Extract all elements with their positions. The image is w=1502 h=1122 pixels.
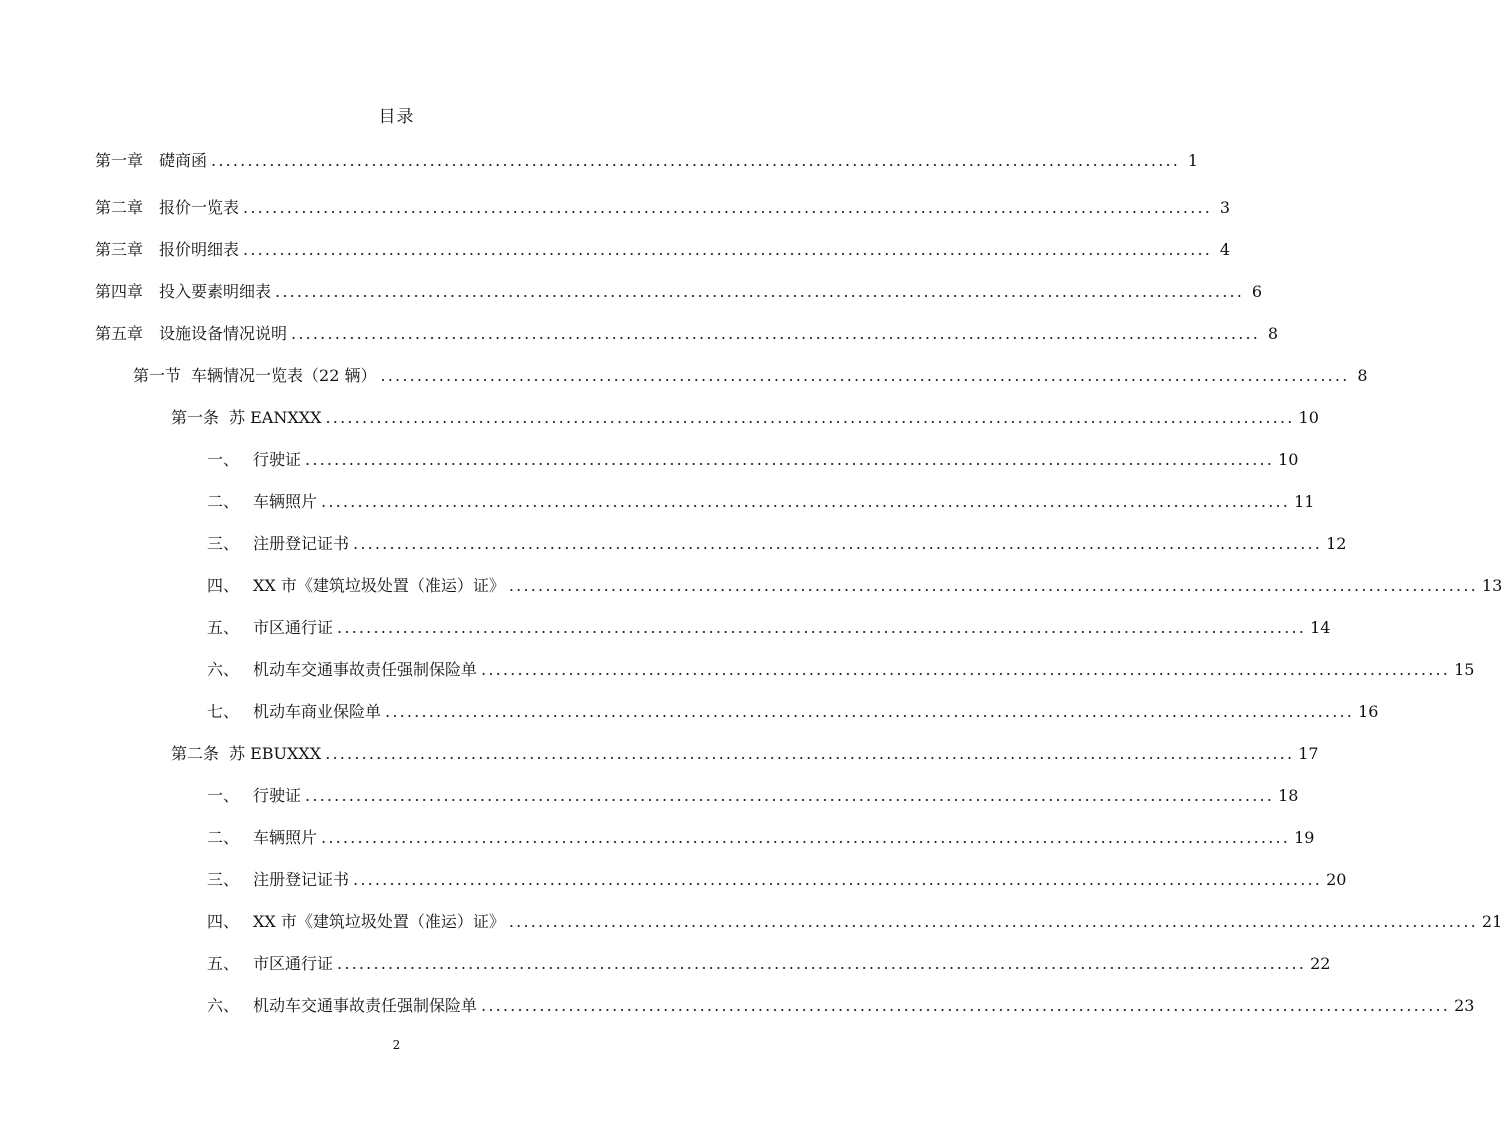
- toc-entry-page: 14: [1310, 618, 1331, 637]
- toc-entry-label: 行驶证: [253, 450, 302, 469]
- toc-entry-page: 10: [1278, 450, 1299, 469]
- toc-entry-label: 机动车交通事故责任强制保险单: [253, 660, 478, 679]
- toc-entry-number: 三、: [207, 870, 240, 889]
- toc-entry[interactable]: [95, 279, 1263, 307]
- toc-entry-number: 一、: [207, 450, 240, 469]
- toc-entry-number: 四、: [207, 576, 240, 595]
- toc-entry[interactable]: [207, 573, 1502, 601]
- toc-entry-number: 二、: [207, 492, 240, 511]
- toc-entry-number: 二、: [207, 828, 240, 847]
- toc-entry-page: 13: [1481, 576, 1502, 595]
- toc-leader-dots: .....................................................................................................................................: [243, 240, 1213, 259]
- toc-entry[interactable]: [207, 783, 1299, 811]
- toc-leader-dots: .....................................................................................................................................: [305, 786, 1275, 805]
- toc-entry-label: 报价一览表: [159, 198, 240, 217]
- toc-entry-label: 机动车交通事故责任强制保险单: [253, 996, 478, 1015]
- toc-entry-number: 五、: [207, 618, 240, 637]
- toc-entry-page: 16: [1358, 702, 1379, 721]
- toc-entry[interactable]: [171, 741, 1319, 769]
- toc-entry-page: 21: [1481, 912, 1502, 931]
- toc-entry-label: 市区通行证: [253, 618, 334, 637]
- toc-entry-page: 15: [1454, 660, 1475, 679]
- toc-entry-label: 行驶证: [253, 786, 302, 805]
- toc-entry[interactable]: [207, 657, 1475, 685]
- toc-entry-number: 四、: [207, 912, 240, 931]
- toc-entry-label: 车辆情况一览表（22 辆）: [191, 366, 377, 385]
- toc-leader-dots: .....................................................................................................................................: [380, 366, 1350, 385]
- toc-entry-label: 投入要素明细表: [159, 282, 272, 301]
- toc-entry[interactable]: [95, 237, 1231, 265]
- toc-entry-label: 注册登记证书: [253, 534, 350, 553]
- toc-leader-dots: .....................................................................................................................................: [481, 660, 1451, 679]
- toc-entry-label: 车辆照片: [253, 492, 318, 511]
- toc-entry-page: 8: [1267, 324, 1279, 343]
- toc-entry-page: 20: [1326, 870, 1347, 889]
- toc-entry-number: 七、: [207, 702, 240, 721]
- toc-leader-dots: .....................................................................................................................................: [243, 198, 1213, 217]
- toc-entry-number: 第一章: [95, 151, 144, 170]
- toc-entry[interactable]: [95, 321, 1279, 349]
- toc-entry-number: 第二条: [171, 744, 220, 763]
- page-number: 2: [392, 1038, 401, 1052]
- toc-entry-label: 车辆照片: [253, 828, 318, 847]
- toc-entry[interactable]: [207, 699, 1379, 727]
- toc-leader-dots: .....................................................................................................................................: [337, 618, 1307, 637]
- toc-leader-dots: .....................................................................................................................................: [353, 534, 1323, 553]
- toc-entry-number: 六、: [207, 660, 240, 679]
- toc-entry-page: 18: [1278, 786, 1299, 805]
- toc-leader-dots: .....................................................................................................................................: [321, 492, 1291, 511]
- toc-entry-page: 17: [1298, 744, 1319, 763]
- toc-leader-dots: .....................................................................................................................................: [305, 450, 1275, 469]
- toc-entry-number: 一、: [207, 786, 240, 805]
- toc-entry-label: 报价明细表: [159, 240, 240, 259]
- toc-entry[interactable]: [207, 951, 1331, 979]
- toc-leader-dots: .....................................................................................................................................: [211, 151, 1181, 170]
- toc-entry-number: 第四章: [95, 282, 144, 301]
- toc-leader-dots: .....................................................................................................................................: [321, 828, 1291, 847]
- toc-entry-number: 第一节: [133, 366, 182, 385]
- toc-entry-page: 12: [1326, 534, 1347, 553]
- toc-entry[interactable]: [207, 825, 1315, 853]
- toc-leader-dots: .....................................................................................................................................: [353, 870, 1323, 889]
- toc-entry-page: 22: [1310, 954, 1331, 973]
- toc-entry-number: 第五章: [95, 324, 144, 343]
- toc-leader-dots: .....................................................................................................................................: [337, 954, 1307, 973]
- toc-entry-label: 市区通行证: [253, 954, 334, 973]
- toc-entry-number: 第一条: [171, 408, 220, 427]
- toc-entry-page: 8: [1357, 366, 1368, 385]
- toc-entry-label: 礎商函: [159, 151, 208, 170]
- toc-entry-number: 六、: [207, 996, 240, 1015]
- toc-entry-number: 第二章: [95, 198, 144, 217]
- toc-entry[interactable]: [207, 909, 1502, 937]
- toc-entry[interactable]: [95, 195, 1231, 223]
- toc-leader-dots: .....................................................................................................................................: [291, 324, 1261, 343]
- toc-entry-label: XX 市《建筑垃圾处置（准运）证》: [253, 912, 505, 931]
- toc-entry[interactable]: [207, 993, 1475, 1021]
- toc-entry-page: 10: [1298, 408, 1319, 427]
- toc-entry-page: 6: [1251, 282, 1263, 301]
- toc-entry-label: 苏 EANXXX: [229, 408, 322, 427]
- toc-leader-dots: .....................................................................................................................................: [481, 996, 1451, 1015]
- toc-entry[interactable]: [207, 531, 1347, 559]
- toc-leader-dots: .....................................................................................................................................: [385, 702, 1355, 721]
- toc-leader-dots: .....................................................................................................................................: [508, 912, 1478, 931]
- toc-entry-page: 11: [1294, 492, 1315, 511]
- toc-entry[interactable]: [207, 615, 1331, 643]
- toc-entry-page: 19: [1294, 828, 1315, 847]
- toc-leader-dots: .....................................................................................................................................: [325, 744, 1295, 763]
- toc-entry-page: 3: [1219, 198, 1231, 217]
- toc-entry[interactable]: [207, 447, 1299, 475]
- toc-entry-label: 机动车商业保险单: [253, 702, 382, 721]
- toc-entry[interactable]: [95, 148, 1199, 176]
- toc-entry[interactable]: [207, 867, 1347, 895]
- toc-entry[interactable]: [133, 363, 1368, 391]
- toc-entry-number: 三、: [207, 534, 240, 553]
- toc-title: 目录: [378, 107, 415, 127]
- toc-entry-label: 苏 EBUXXX: [229, 744, 322, 763]
- toc-leader-dots: .....................................................................................................................................: [275, 282, 1245, 301]
- toc-entry-label: 设施设备情况说明: [159, 324, 288, 343]
- toc-leader-dots: .....................................................................................................................................: [508, 576, 1478, 595]
- toc-entry[interactable]: [171, 405, 1319, 433]
- toc-entry-label: 注册登记证书: [253, 870, 350, 889]
- toc-leader-dots: .....................................................................................................................................: [325, 408, 1295, 427]
- toc-entry-page: 23: [1454, 996, 1475, 1015]
- toc-entry-label: XX 市《建筑垃圾处置（准运）证》: [253, 576, 505, 595]
- toc-entry[interactable]: [207, 489, 1315, 517]
- toc-entry-page: 4: [1219, 240, 1231, 259]
- toc-entry-number: 五、: [207, 954, 240, 973]
- toc-entry-page: 1: [1187, 151, 1199, 170]
- toc-entry-number: 第三章: [95, 240, 144, 259]
